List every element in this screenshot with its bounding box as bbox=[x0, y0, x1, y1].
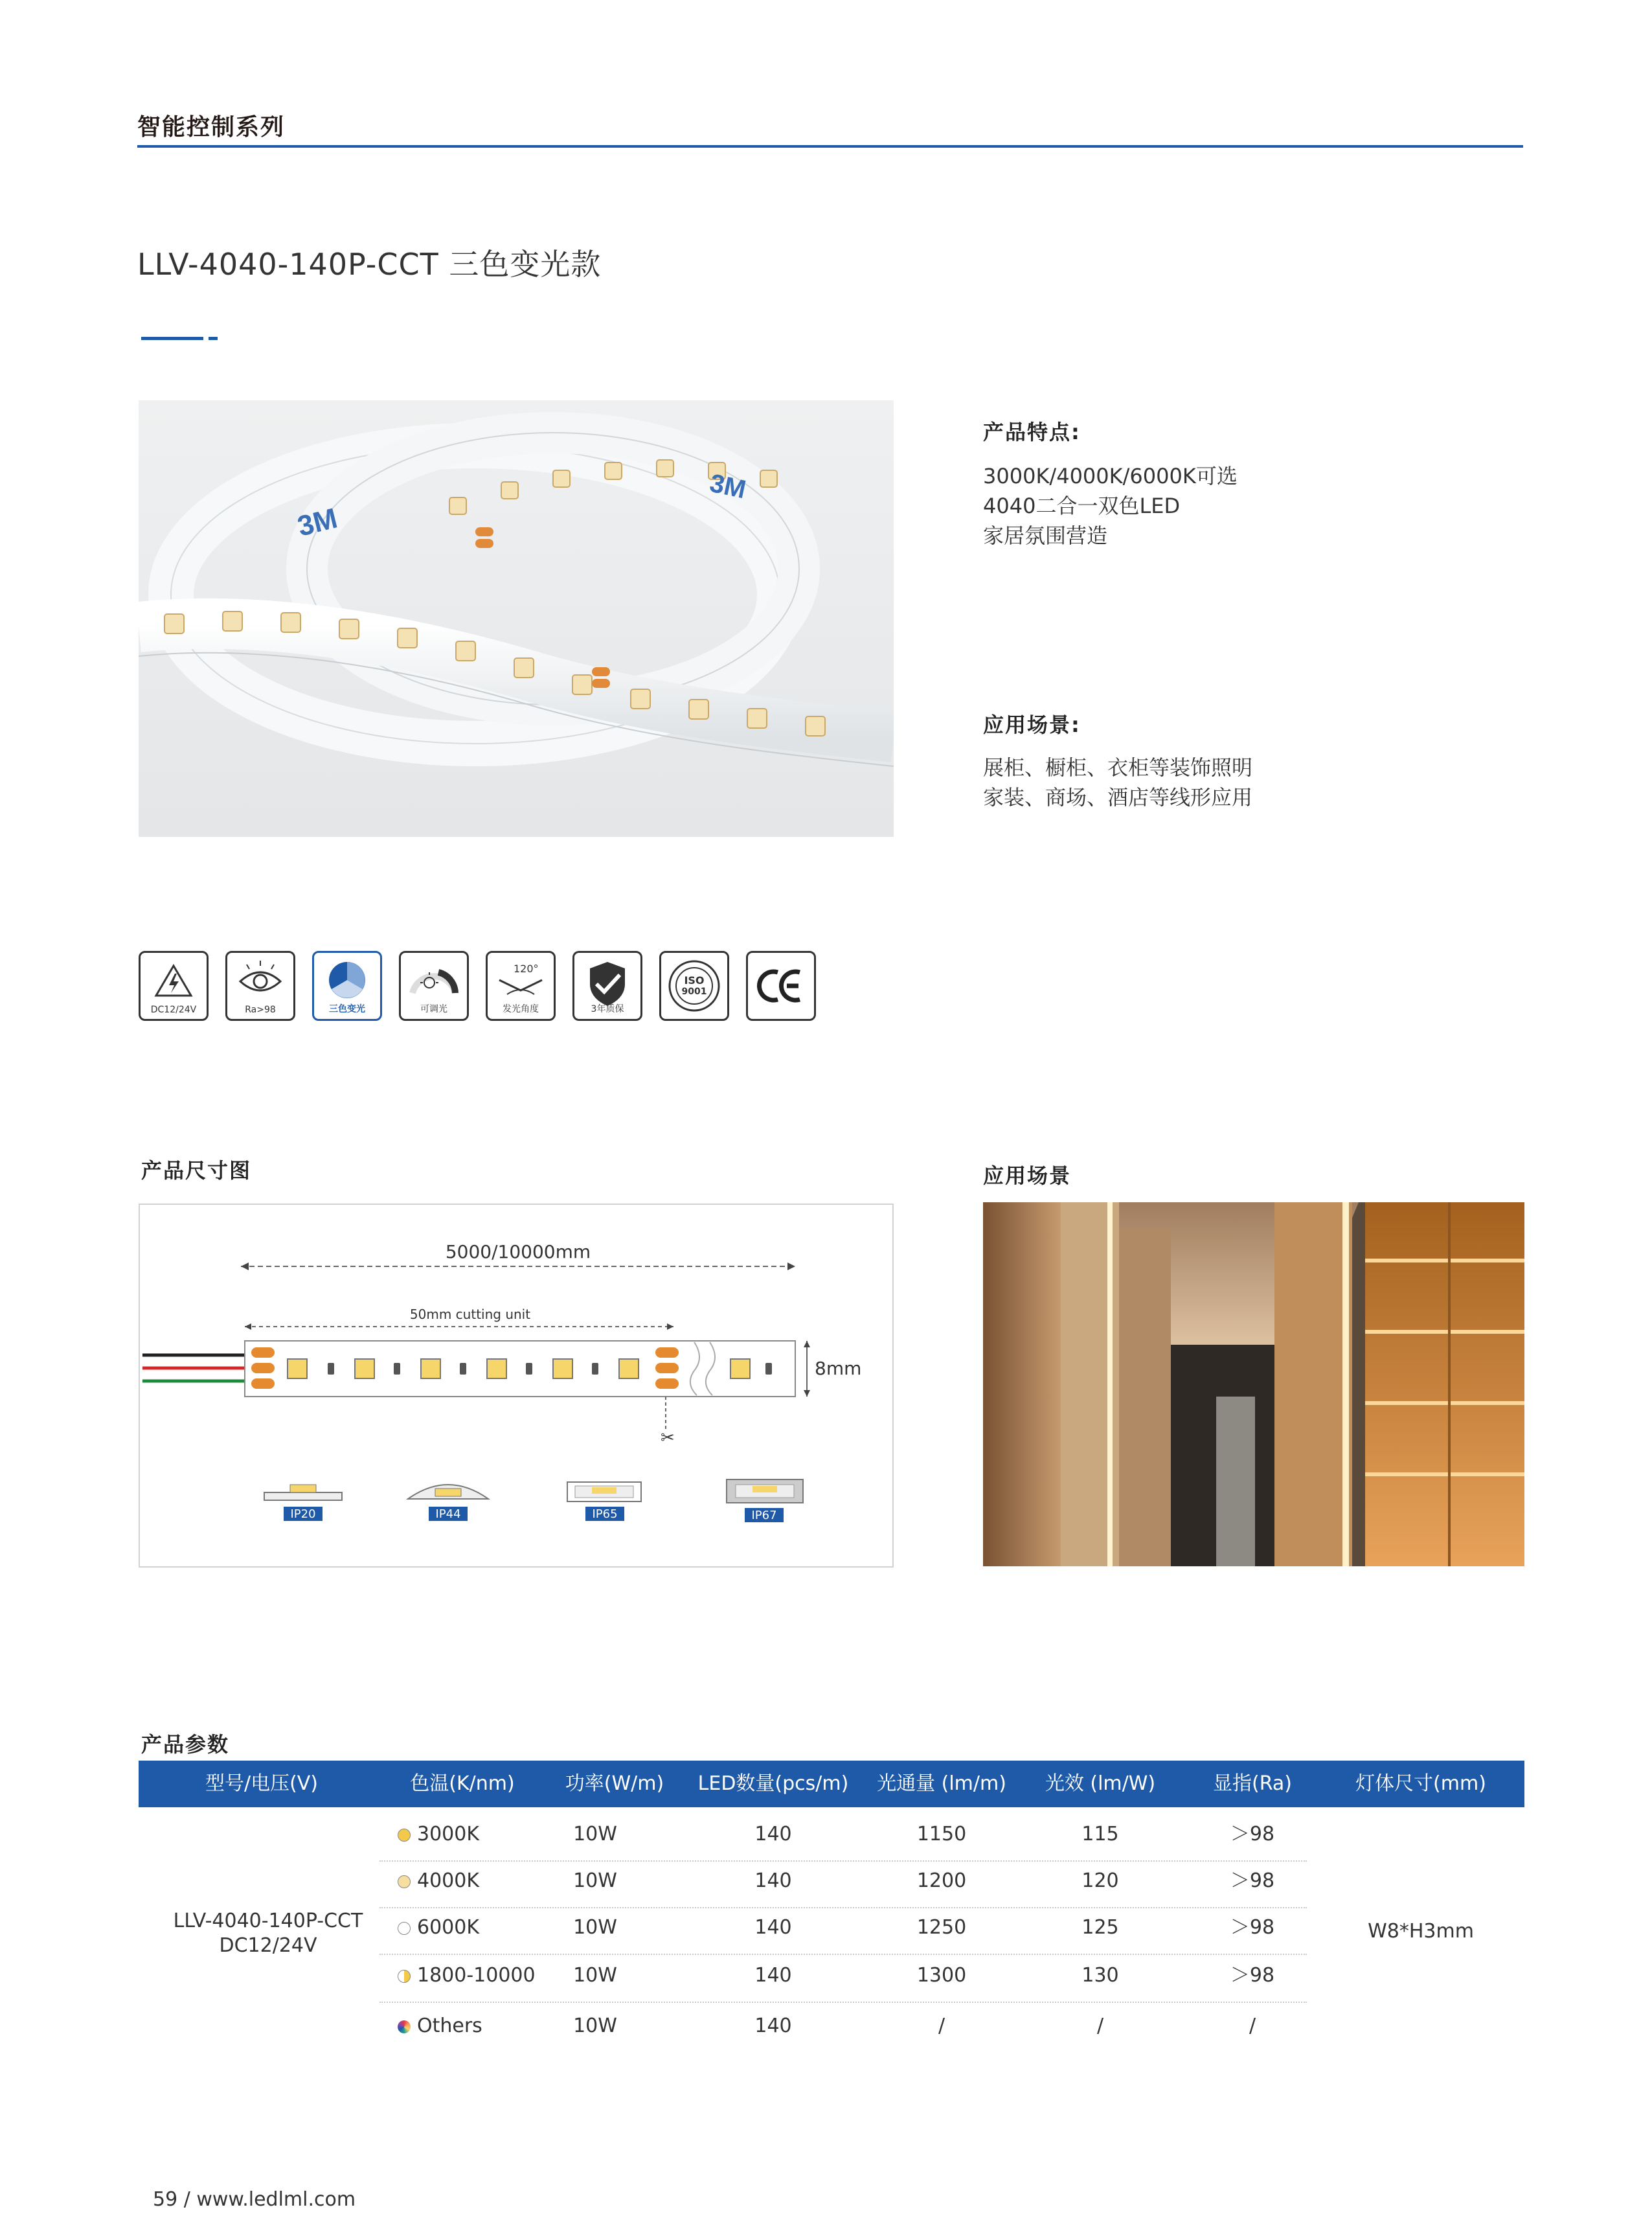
header-ra: 显指(Ra) bbox=[1213, 1772, 1292, 1795]
series-title: 智能控制系列 bbox=[137, 114, 286, 141]
color-swatch-icon bbox=[398, 2020, 411, 2033]
header-efficacy: 光效 (lm/W) bbox=[1045, 1772, 1156, 1795]
ra-cell: ＞98 bbox=[1230, 1869, 1275, 1892]
svg-text:9001: 9001 bbox=[681, 987, 707, 997]
power-cell: 10W bbox=[573, 2015, 617, 2037]
power-cell: 10W bbox=[573, 1823, 617, 1845]
beam-angle-cert-badge bbox=[486, 951, 556, 1021]
dimmable-caption: 可调光 bbox=[420, 1004, 447, 1014]
header-flux: 光通量 (lm/m) bbox=[877, 1772, 1006, 1795]
leds-cell: 140 bbox=[754, 2015, 792, 2037]
dimension-drawing bbox=[139, 1204, 894, 1568]
color-swatch-icon bbox=[398, 1875, 411, 1888]
applications-list bbox=[983, 753, 1252, 812]
color-swatch-icon bbox=[398, 1922, 411, 1935]
cutting-unit-label: 50mm cutting unit bbox=[409, 1307, 531, 1322]
tricolor-cert-badge bbox=[312, 951, 382, 1021]
ip65-label: IP65 bbox=[592, 1507, 618, 1521]
row-separator bbox=[379, 1860, 1307, 1862]
cct-value: 4000K bbox=[417, 1869, 480, 1892]
params-label: 产品参数 bbox=[141, 1732, 230, 1757]
ip44-profile bbox=[408, 1485, 488, 1499]
ip20-label: IP20 bbox=[290, 1507, 316, 1521]
model-name: LLV-4040-140P-CCT bbox=[173, 1910, 363, 1932]
ce-cert-badge bbox=[746, 951, 816, 1021]
svg-text:3M: 3M bbox=[294, 502, 341, 543]
ce-mark-icon bbox=[748, 953, 814, 1019]
cct-value: 1800-10000 bbox=[417, 1964, 536, 1987]
page-footer: 59 / www.ledlml.com bbox=[153, 2188, 356, 2211]
iso-9001-icon bbox=[661, 953, 727, 1019]
feature-line: 家居氛围营造 bbox=[983, 523, 1108, 548]
warranty-cert-badge bbox=[572, 951, 642, 1021]
efficacy-cell: / bbox=[1096, 2015, 1104, 2037]
power-cell: 10W bbox=[573, 1964, 617, 1987]
ra-cell: ＞98 bbox=[1230, 1916, 1275, 1939]
ra-caption: Ra>98 bbox=[245, 1005, 276, 1015]
cct-value: 3000K bbox=[417, 1823, 480, 1845]
width-label: 8mm bbox=[815, 1358, 862, 1379]
ip20-profile bbox=[264, 1485, 342, 1500]
ra-cell: ＞98 bbox=[1230, 1823, 1275, 1845]
params-table-header bbox=[139, 1761, 1524, 1807]
ip67-profile bbox=[727, 1479, 803, 1503]
leds-cell: 140 bbox=[754, 1823, 792, 1845]
product-photo bbox=[139, 400, 894, 837]
voltage-caption: DC12/24V bbox=[150, 1005, 197, 1015]
title-accent-dash bbox=[209, 337, 218, 340]
warranty-caption: 3年质保 bbox=[591, 1004, 624, 1014]
header-led-count: LED数量(pcs/m) bbox=[697, 1772, 849, 1795]
application-scene-photo bbox=[983, 1202, 1524, 1566]
model-voltage: DC12/24V bbox=[219, 1934, 317, 1957]
header-rule bbox=[137, 145, 1523, 148]
header-cct: 色温(K/nm) bbox=[410, 1772, 515, 1795]
flux-cell: / bbox=[938, 2015, 945, 2037]
dimensions-label: 产品尺寸图 bbox=[141, 1158, 252, 1183]
tricolor-caption: 三色变光 bbox=[329, 1004, 365, 1014]
flux-cell: 1200 bbox=[916, 1869, 967, 1892]
efficacy-cell: 115 bbox=[1081, 1823, 1119, 1845]
svg-text:ISO: ISO bbox=[684, 974, 705, 987]
cct-value: Others bbox=[417, 2015, 482, 2037]
product-title: LLV-4040-140P-CCT 三色变光款 bbox=[137, 247, 602, 282]
ra-cell: / bbox=[1249, 2015, 1256, 2037]
features-label: 产品特点: bbox=[983, 420, 1081, 444]
flux-cell: 1250 bbox=[916, 1916, 967, 1939]
length-label: 5000/10000mm bbox=[445, 1241, 591, 1262]
ra-cell: ＞98 bbox=[1230, 1964, 1275, 1987]
ra-cert-badge bbox=[225, 951, 295, 1021]
features-list bbox=[983, 461, 1238, 551]
leds-cell: 140 bbox=[754, 1964, 792, 1987]
voltage-cert-badge bbox=[139, 951, 209, 1021]
beam-angle-value: 120° bbox=[514, 963, 539, 975]
row-separator bbox=[379, 1954, 1307, 1955]
cct-value: 6000K bbox=[417, 1916, 480, 1939]
dimmable-cert-badge bbox=[399, 951, 469, 1021]
beam-angle-caption: 发光角度 bbox=[503, 1004, 539, 1014]
feature-line: 4040二合一双色LED bbox=[983, 494, 1181, 518]
scene-label: 应用场景 bbox=[983, 1163, 1072, 1188]
leds-cell: 140 bbox=[754, 1916, 792, 1939]
title-accent-bar bbox=[141, 337, 203, 340]
power-cell: 10W bbox=[573, 1869, 617, 1892]
color-swatch-icon bbox=[398, 1970, 411, 1983]
efficacy-cell: 125 bbox=[1081, 1916, 1119, 1939]
flux-cell: 1150 bbox=[916, 1823, 967, 1845]
power-cell: 10W bbox=[573, 1916, 617, 1939]
efficacy-cell: 120 bbox=[1081, 1869, 1119, 1892]
body-size-value: W8*H3mm bbox=[1368, 1920, 1474, 1943]
ip44-label: IP44 bbox=[435, 1507, 461, 1521]
ip65-profile bbox=[567, 1482, 641, 1502]
svg-text:3M: 3M bbox=[707, 468, 749, 505]
scissors-icon: ✂ bbox=[661, 1428, 675, 1448]
header-model: 型号/电压(V) bbox=[205, 1772, 319, 1795]
feature-line: 3000K/4000K/6000K可选 bbox=[983, 464, 1238, 488]
color-swatch-icon bbox=[398, 1829, 411, 1842]
header-body-size: 灯体尺寸(mm) bbox=[1355, 1772, 1486, 1795]
ip67-label: IP67 bbox=[751, 1509, 777, 1522]
row-separator bbox=[379, 2002, 1307, 2003]
applications-label: 应用场景: bbox=[983, 713, 1081, 737]
application-line: 家装、商场、酒店等线形应用 bbox=[983, 785, 1253, 810]
row-separator bbox=[379, 1907, 1307, 1908]
efficacy-cell: 130 bbox=[1081, 1964, 1119, 1987]
flux-cell: 1300 bbox=[916, 1964, 967, 1987]
header-power: 功率(W/m) bbox=[565, 1772, 664, 1795]
application-line: 展柜、橱柜、衣柜等装饰照明 bbox=[983, 755, 1253, 780]
iso-cert-badge bbox=[659, 951, 729, 1021]
leds-cell: 140 bbox=[754, 1869, 792, 1892]
